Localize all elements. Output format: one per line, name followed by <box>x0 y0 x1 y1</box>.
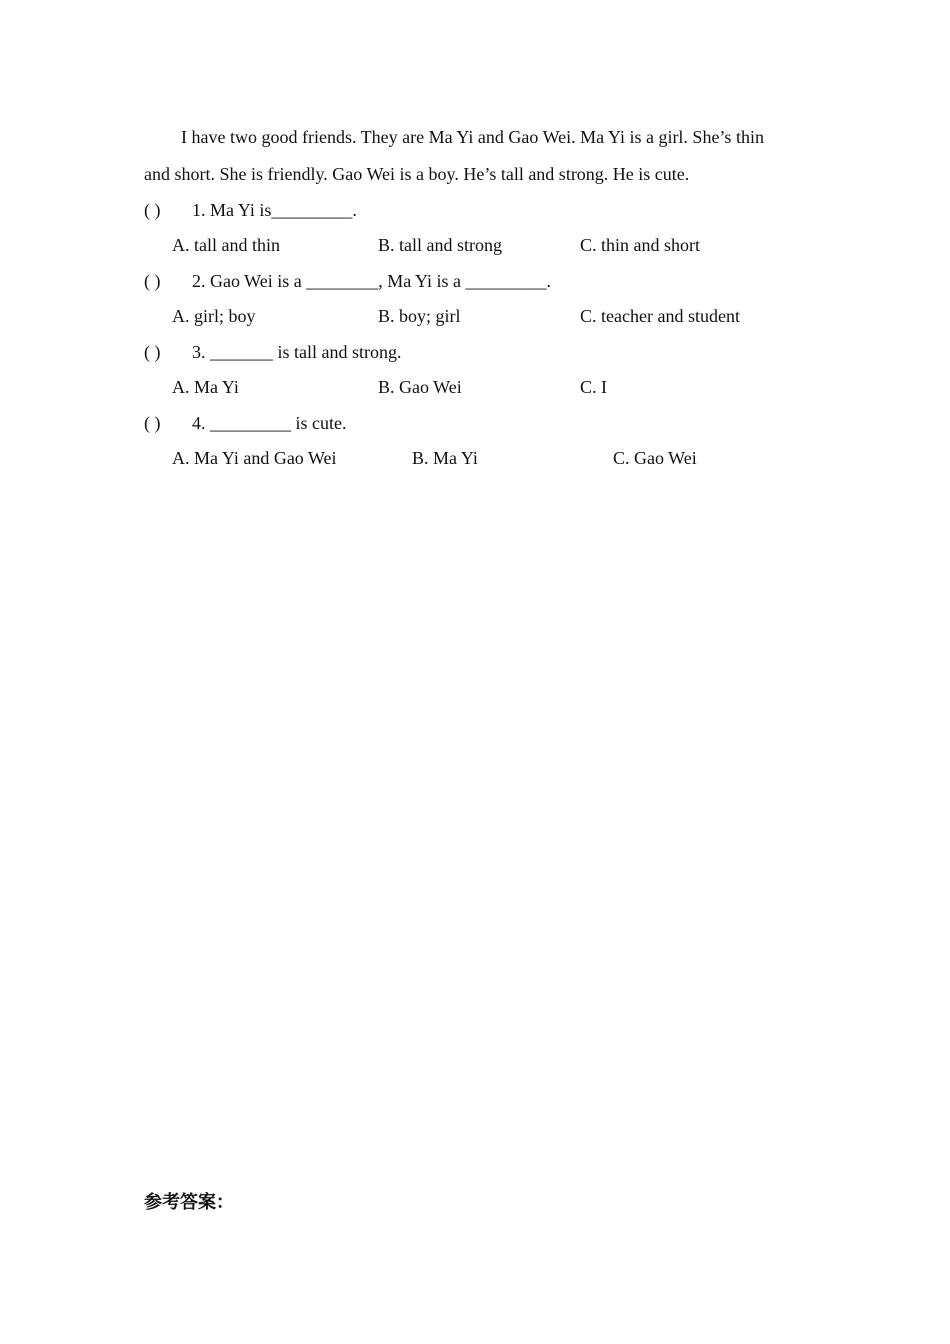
question-3-stem: 3. _______ is tall and strong. <box>192 342 402 362</box>
q2-option-b: B. boy; girl <box>378 306 461 326</box>
passage-line-1: I have two good friends. They are Ma Yi and Gao Wei. Ma Yi is a girl. She’s thin <box>181 127 764 147</box>
answer-blank-4[interactable]: ( ) <box>144 413 161 433</box>
q2-option-a: A. girl; boy <box>172 306 256 326</box>
q4-option-a: A. Ma Yi and Gao Wei <box>172 448 337 468</box>
answers-heading: 参考答案： <box>144 1192 234 1213</box>
q3-option-b: B. Gao Wei <box>378 377 462 397</box>
q4-option-c: C. Gao Wei <box>613 448 697 468</box>
q1-option-c: C. thin and short <box>580 235 700 255</box>
question-1 <box>144 201 357 219</box>
q3-option-c: C. I <box>580 377 607 397</box>
question-2-stem: 2. Gao Wei is a ________, Ma Yi is a _________. <box>192 271 552 291</box>
q1-option-b: B. tall and strong <box>378 235 502 255</box>
q1-option-a: A. tall and thin <box>172 235 280 255</box>
passage-line-2: and short. She is friendly. Gao Wei is a boy. He’s tall and strong. He is cute. <box>144 164 690 184</box>
q3-option-a: A. Ma Yi <box>172 377 239 397</box>
question-1-stem: 1. Ma Yi is_________. <box>192 200 357 220</box>
question-4 <box>144 414 347 432</box>
question-2 <box>144 272 551 290</box>
answer-blank-3[interactable]: ( ) <box>144 342 161 362</box>
q4-option-b: B. Ma Yi <box>412 448 478 468</box>
answer-blank-2[interactable]: ( ) <box>144 271 161 291</box>
question-3 <box>144 343 402 361</box>
question-4-stem: 4. _________ is cute. <box>192 413 347 433</box>
q2-option-c: C. teacher and student <box>580 306 740 326</box>
answer-blank-1[interactable]: ( ) <box>144 200 161 220</box>
